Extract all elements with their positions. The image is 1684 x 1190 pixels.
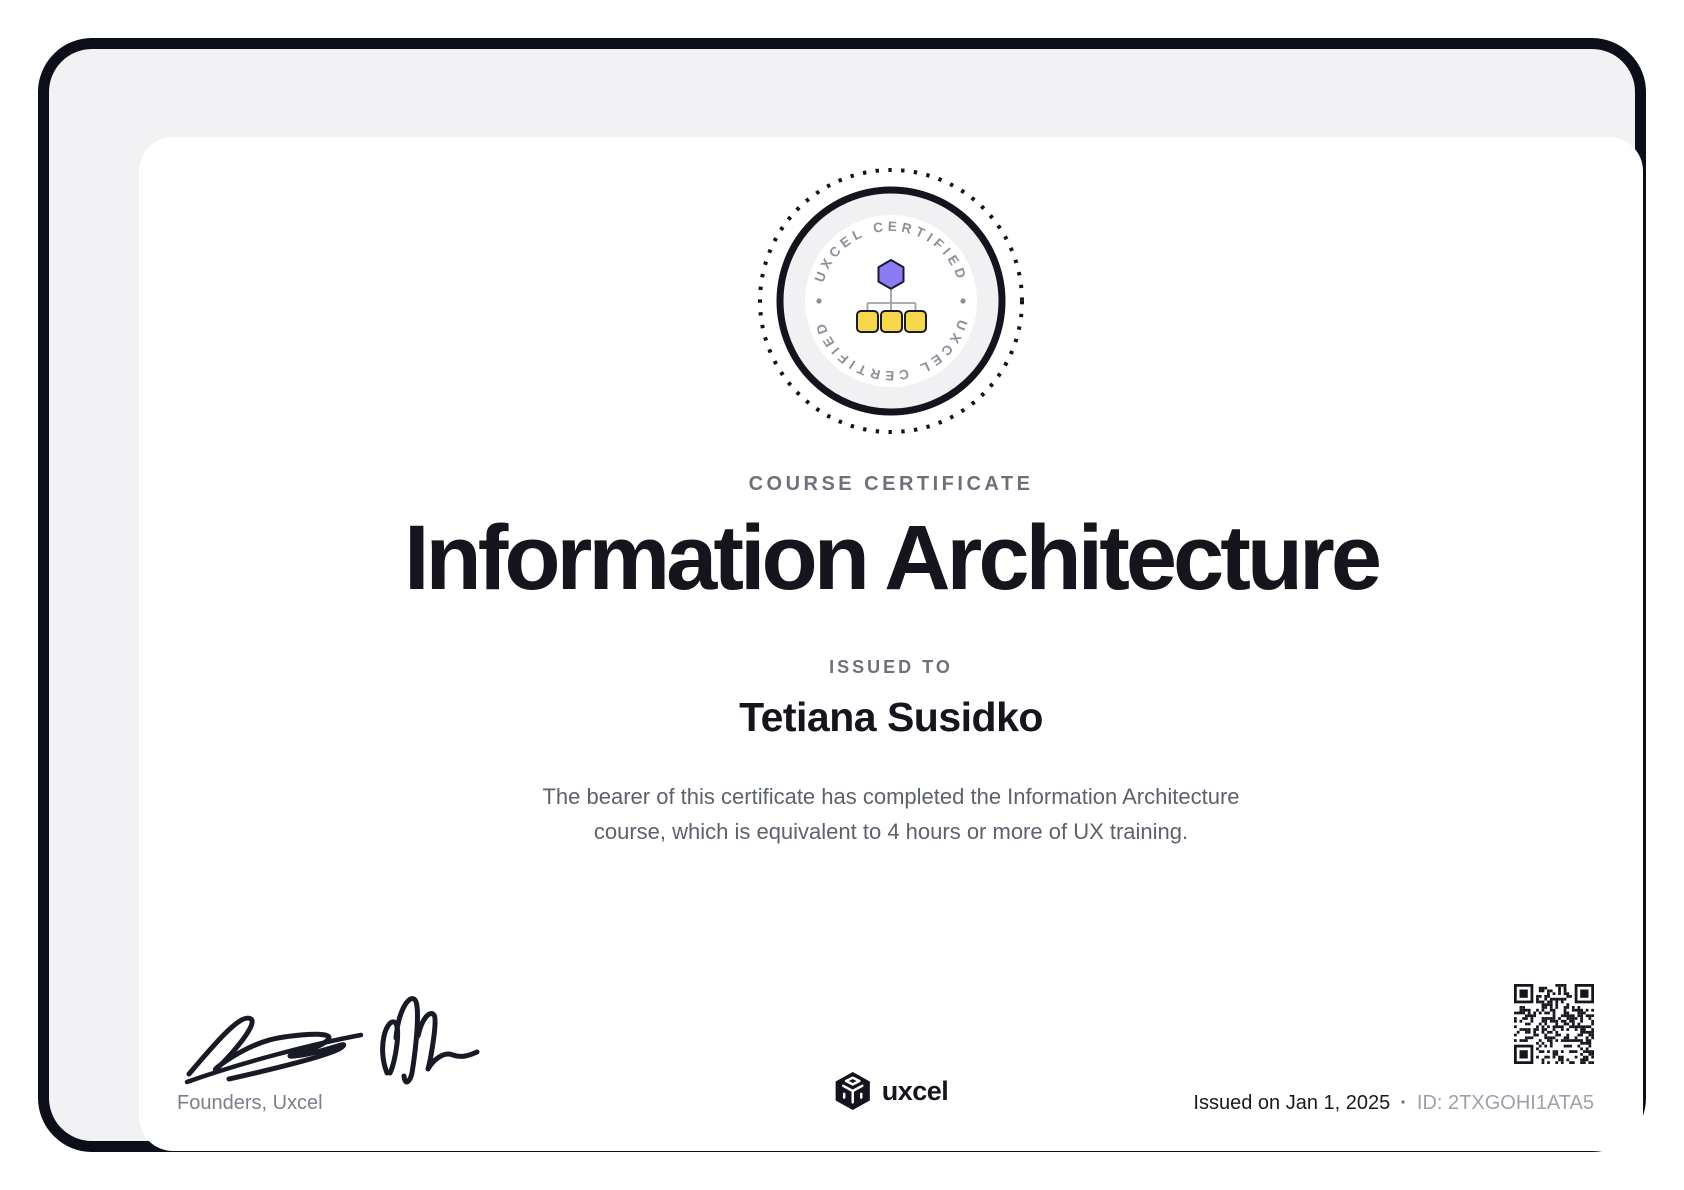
- footer-left: [177, 976, 481, 1115]
- uxcel-cube-icon: [834, 1071, 872, 1111]
- founders-label: Founders, Uxcel: [177, 1092, 323, 1114]
- hexagon-node: [879, 260, 904, 289]
- uxcel-certified-badge: [755, 165, 1027, 437]
- certificate-description: [542, 779, 1239, 849]
- certificate-card: [139, 137, 1643, 1151]
- brand-name: uxcel: [881, 1075, 949, 1106]
- recipient-name: Tetiana Susidko: [739, 693, 1043, 740]
- issued-line: [1193, 1092, 1594, 1115]
- square-node-3: [905, 311, 926, 332]
- certificate-title: Information Architecture: [403, 507, 1379, 609]
- issued-to-label: ISSUED TO: [829, 656, 953, 677]
- separator-dot: ·: [1400, 1092, 1407, 1114]
- description-line-2: course, which is equivalent to 4 hours or more of UX training.: [593, 818, 1189, 844]
- description-line-1: The bearer of this certificate has completed the Information Architecture: [542, 783, 1240, 809]
- square-node-2: [881, 311, 902, 332]
- qr-code: [1514, 984, 1594, 1064]
- badge-separator-dot-left: [816, 298, 821, 303]
- badge-separator-dot-right: [960, 298, 965, 303]
- brand-logo: [834, 1071, 949, 1111]
- footer-right: [1193, 984, 1594, 1115]
- badge-arc-text-bottom: UXCEL CERTIFIED: [811, 317, 971, 384]
- certificate-frame: [38, 38, 1646, 1152]
- course-certificate-label: COURSE CERTIFICATE: [748, 473, 1034, 495]
- founders-signature: [181, 976, 481, 1086]
- square-node-1: [857, 311, 878, 332]
- badge-arc-text-top: UXCEL CERTIFIED: [811, 218, 971, 285]
- certificate-id: ID: 2TXGOHI1ATA5: [1416, 1092, 1594, 1114]
- issued-date: Issued on Jan 1, 2025: [1193, 1092, 1391, 1114]
